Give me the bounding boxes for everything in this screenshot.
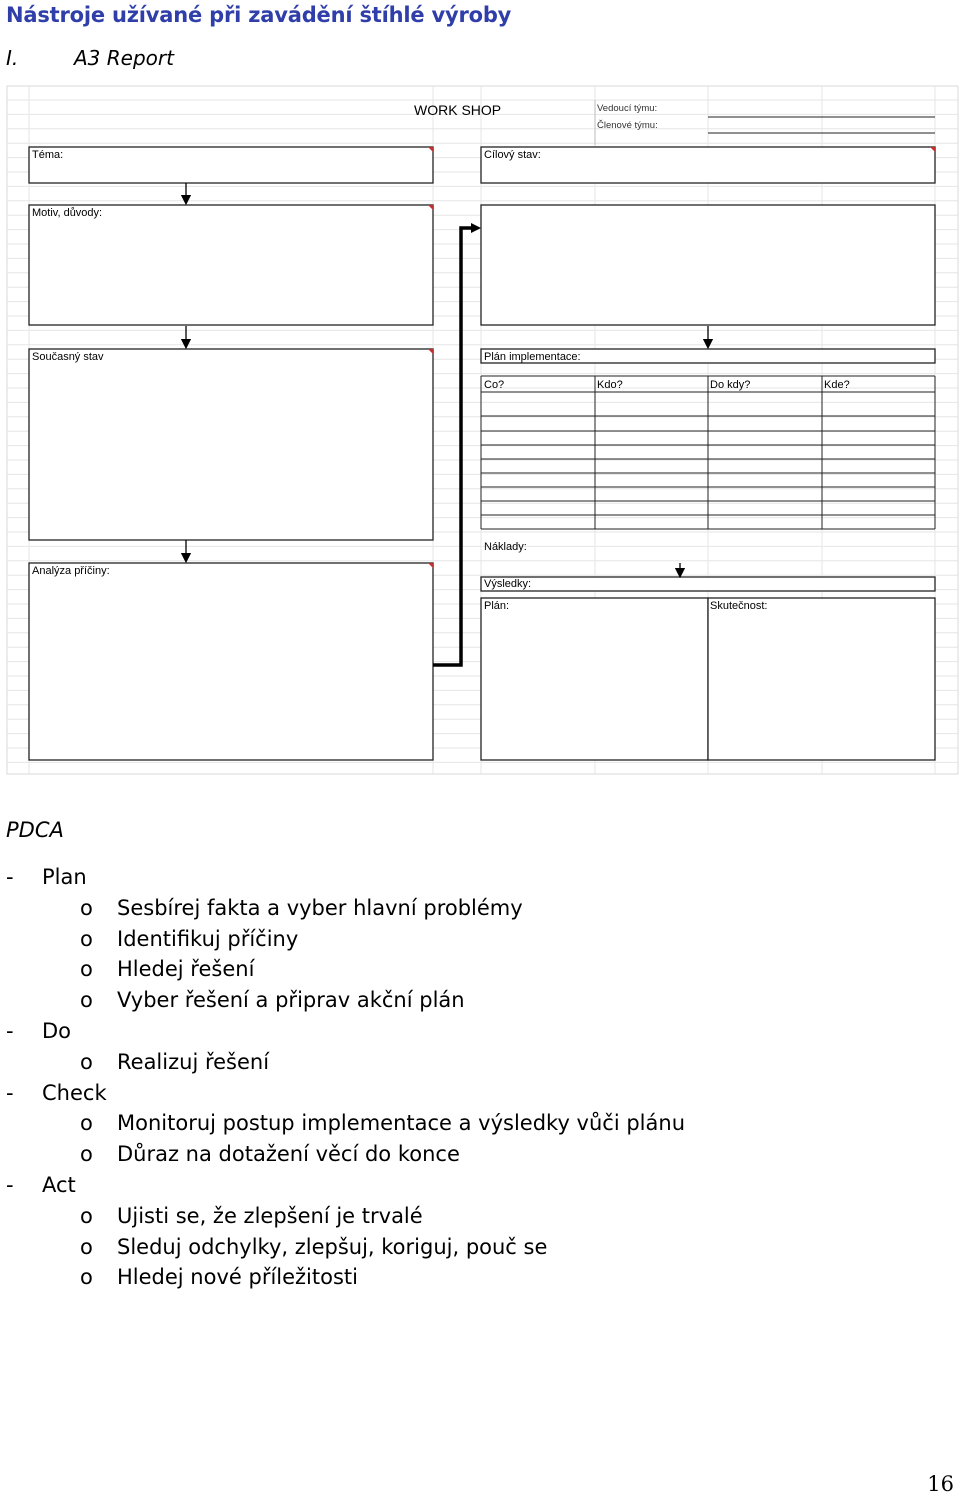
members-label: Členové týmu: <box>597 120 658 131</box>
leader-label: Vedoucí týmu: <box>597 103 658 114</box>
pdca-title: PDCA <box>6 818 64 842</box>
workshop-label: WORK SHOP <box>414 102 502 118</box>
pdca-phase-name: Act <box>42 1173 76 1197</box>
page-heading: Nástroje užívané při zavádění štíhlé výroby <box>6 3 512 27</box>
bullet-icon: o <box>80 1203 93 1228</box>
pdca-phase-dash: - <box>6 1019 14 1043</box>
tema-label: Téma: <box>32 149 64 161</box>
pdca-item: Hledej řešení <box>117 957 255 982</box>
target-label: Cílový stav: <box>484 149 541 161</box>
actual-label: Skutečnost: <box>710 600 768 612</box>
motiv-box[interactable] <box>29 205 433 325</box>
pdca-phase-dash: - <box>6 1173 14 1197</box>
pdca-item: Důraz na dotažení věcí do konce <box>117 1142 460 1167</box>
section-number: I. <box>6 46 19 70</box>
pdca-item: Sleduj odchylky, zlepšuj, koriguj, pouč se <box>117 1234 548 1259</box>
plan-impl-label: Plán implementace: <box>484 351 581 363</box>
col-who: Kdo? <box>597 379 623 391</box>
analysis-box[interactable] <box>29 563 433 760</box>
bullet-icon: o <box>80 1265 93 1290</box>
target-area-box[interactable] <box>481 205 935 325</box>
pdca-item: Hledej nové příležitosti <box>117 1265 358 1290</box>
results-box[interactable] <box>481 577 935 591</box>
costs-label: Náklady: <box>484 541 527 553</box>
pdca-phase-dash: - <box>6 865 14 889</box>
analysis-label: Analýza příčiny: <box>32 565 110 577</box>
pdca-item: Realizuj řešení <box>117 1049 270 1074</box>
pdca-item: Monitoruj postup implementace a výsledky vůči plánu <box>117 1111 686 1136</box>
col-where: Kde? <box>824 379 850 391</box>
plan-label: Plán: <box>484 600 510 612</box>
section-title: A3 Report <box>74 46 174 70</box>
bullet-icon: o <box>80 1049 93 1074</box>
tema-box[interactable] <box>29 147 433 183</box>
bullet-icon: o <box>80 1142 93 1167</box>
bullet-icon: o <box>80 1234 93 1259</box>
bullet-icon: o <box>80 895 93 920</box>
col-what: Co? <box>484 379 505 391</box>
motiv-label: Motiv, důvody: <box>32 207 103 219</box>
col-when: Do kdy? <box>710 379 751 391</box>
page-number: 16 <box>927 1472 954 1496</box>
actual-result-box[interactable] <box>708 598 935 760</box>
pdca-phase-name: Plan <box>42 865 87 889</box>
current-label: Současný stav <box>32 351 104 363</box>
bullet-icon: o <box>80 926 93 951</box>
target-box[interactable] <box>481 147 935 183</box>
pdca-phase-dash: - <box>6 1080 14 1105</box>
results-label: Výsledky: <box>484 578 532 590</box>
pdca-item: Identifikuj příčiny <box>117 926 299 951</box>
pdca-phase-name: Check <box>42 1080 107 1105</box>
pdca-item: Ujisti se, že zlepšení je trvalé <box>117 1203 423 1228</box>
pdca-item: Vyber řešení a připrav akční plán <box>117 988 465 1013</box>
bullet-icon: o <box>80 957 93 982</box>
bullet-icon: o <box>80 1111 93 1136</box>
pdca-item: Sesbírej fakta a vyber hlavní problémy <box>117 895 523 920</box>
plan-result-box[interactable] <box>481 598 708 760</box>
pdca-phase-name: Do <box>42 1019 72 1043</box>
bullet-icon: o <box>80 988 93 1013</box>
current-state-box[interactable] <box>29 349 433 540</box>
